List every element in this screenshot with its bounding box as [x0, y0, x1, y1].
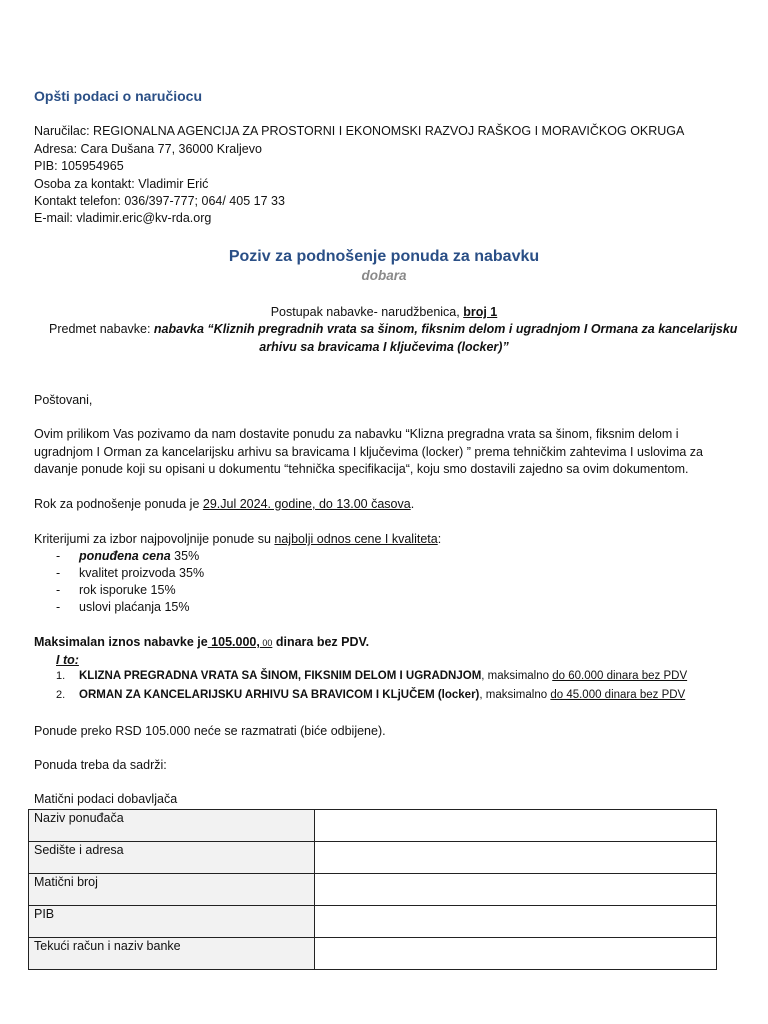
- table-caption: Matični podaci dobavljača: [34, 792, 178, 806]
- items-subheading-text: I to:: [56, 653, 79, 667]
- criteria-item-text: 35%: [170, 549, 200, 563]
- reject-note: Ponude preko RSD 105.000 neće se razmatrati (biće odbijene).: [34, 724, 386, 738]
- supplier-table: [28, 809, 717, 970]
- procedure-number: broj 1: [463, 305, 498, 319]
- table-row: [29, 938, 717, 970]
- criteria-prefix: Kriterijumi za izbor najpovoljnije ponude su: [34, 532, 275, 546]
- criteria-highlight: najbolji odnos cene I kvaliteta: [274, 532, 438, 546]
- subject-label: Predmet nabavke:: [49, 322, 154, 336]
- item-mid: , maksimalno: [481, 670, 553, 682]
- item-mid: , maksimalno: [479, 689, 551, 701]
- list-item: [34, 667, 687, 686]
- items-list: [34, 667, 687, 705]
- client-email: E-mail: vladimir.eric@kv-rda.org: [34, 211, 212, 225]
- intro-line-1: Ovim prilikom Vas pozivamo da nam dostavite ponudu za nabavku “Klizna pregradna vrata sa šinom, fiksnim delom i: [34, 427, 679, 441]
- table-label: PIB: [29, 906, 315, 938]
- subject-line-2: arhivu sa bravicama I ključevima (locker)”: [259, 340, 509, 354]
- deadline-line: [34, 496, 414, 514]
- table-row: [29, 906, 717, 938]
- table-value-cell[interactable]: [315, 906, 717, 938]
- item-number: 1.: [56, 670, 66, 682]
- table-row: [29, 874, 717, 906]
- table-row: [29, 842, 717, 874]
- criteria-item-bold: ponuđena cena: [79, 549, 171, 563]
- deadline-date: 29.Jul 2024. godine, do 13.00 časova: [202, 497, 411, 511]
- table-label: Sedište i adresa: [29, 842, 315, 874]
- page-subtitle: dobara: [361, 268, 407, 283]
- list-item: - rok isporuke 15%: [56, 583, 176, 597]
- list-item: - kvalitet proizvoda 35%: [56, 566, 205, 580]
- subject-text: nabavka “Kliznih pregradnih vrata sa šinom, fiksnim delom i ugradnjom I Ormana za kancelarijsku: [153, 322, 738, 336]
- table-value-cell[interactable]: [315, 842, 717, 874]
- criteria-item-text: kvalitet proizvoda 35%: [79, 566, 205, 580]
- page-title: Poziv za podnošenje ponuda za nabavku: [228, 248, 540, 265]
- item-number: 2.: [56, 689, 66, 701]
- criteria-line: [34, 531, 441, 549]
- subject-line: [49, 321, 737, 339]
- intro-line-2: ugradnjom I Orman za kancelarijsku arhivu sa bravicama I ključevima (locker) ” prema tehničkim zahtevima I uslovima za: [34, 445, 703, 459]
- item-name: ORMAN ZA KANCELARIJSKU ARHIVU SA BRAVICOM I KLjUČEM (locker): [79, 689, 480, 701]
- criteria-suffix: :: [437, 532, 442, 546]
- table-label: Tekući račun i naziv banke: [29, 938, 315, 970]
- table-row: [29, 810, 717, 842]
- item-name: KLIZNA PREGRADNA VRATA SA ŠINOM, FIKSNIM DELOM I UGRADNJOM: [79, 670, 482, 682]
- table-value-cell[interactable]: [315, 938, 717, 970]
- criteria-item-text: rok isporuke 15%: [79, 583, 176, 597]
- table-label: Matični broj: [29, 874, 315, 906]
- criteria-list: [34, 548, 204, 616]
- max-amount-value: 105.000,: [207, 635, 260, 649]
- item-limit: do 45.000 dinara bez PDV: [550, 689, 686, 701]
- deadline-suffix: .: [410, 497, 415, 511]
- list-item: - ponuđena cena 35%: [56, 549, 200, 563]
- list-item: [34, 686, 687, 705]
- client-contact: Osoba za kontakt: Vladimir Erić: [34, 177, 209, 191]
- contents-note: Ponuda treba da sadrži:: [34, 758, 167, 772]
- list-item: - uslovi plaćanja 15%: [56, 600, 190, 614]
- procedure-prefix: Postupak nabavke- narudžbenica,: [270, 305, 464, 319]
- item-limit: do 60.000 dinara bez PDV: [552, 670, 688, 682]
- criteria-item-text: uslovi plaćanja 15%: [79, 600, 190, 614]
- section-heading: Opšti podaci o naručiocu: [34, 88, 203, 104]
- deadline-prefix: Rok za podnošenje ponuda je: [34, 497, 203, 511]
- table-value-cell[interactable]: [315, 810, 717, 842]
- client-name: Naručilac: REGIONALNA AGENCIJA ZA PROSTORNI I EKONOMSKI RAZVOJ RAŠKOG I MORAVIČKOG OKRUGA: [34, 124, 685, 138]
- greeting: Poštovani,: [34, 393, 93, 407]
- max-amount-prefix: Maksimalan iznos nabavke je: [34, 635, 208, 649]
- max-amount-cents: 00: [259, 638, 273, 648]
- max-amount-suffix: dinara bez PDV.: [272, 635, 370, 649]
- max-amount-line: [34, 634, 369, 653]
- client-pib: PIB: 105954965: [34, 159, 124, 173]
- table-value-cell[interactable]: [315, 874, 717, 906]
- table-label: Naziv ponuđača: [29, 810, 315, 842]
- intro-line-3: davanje ponude koji su opisani u dokumentu “tehnička specifikacija“, koju smo dostavili zajedno sa ovim dokumentom.: [34, 462, 689, 476]
- client-address: Adresa: Cara Dušana 77, 36000 Kraljevo: [34, 142, 262, 156]
- client-phone: Kontakt telefon: 036/397-777; 064/ 405 17 33: [34, 194, 285, 208]
- procedure-line: [34, 304, 734, 322]
